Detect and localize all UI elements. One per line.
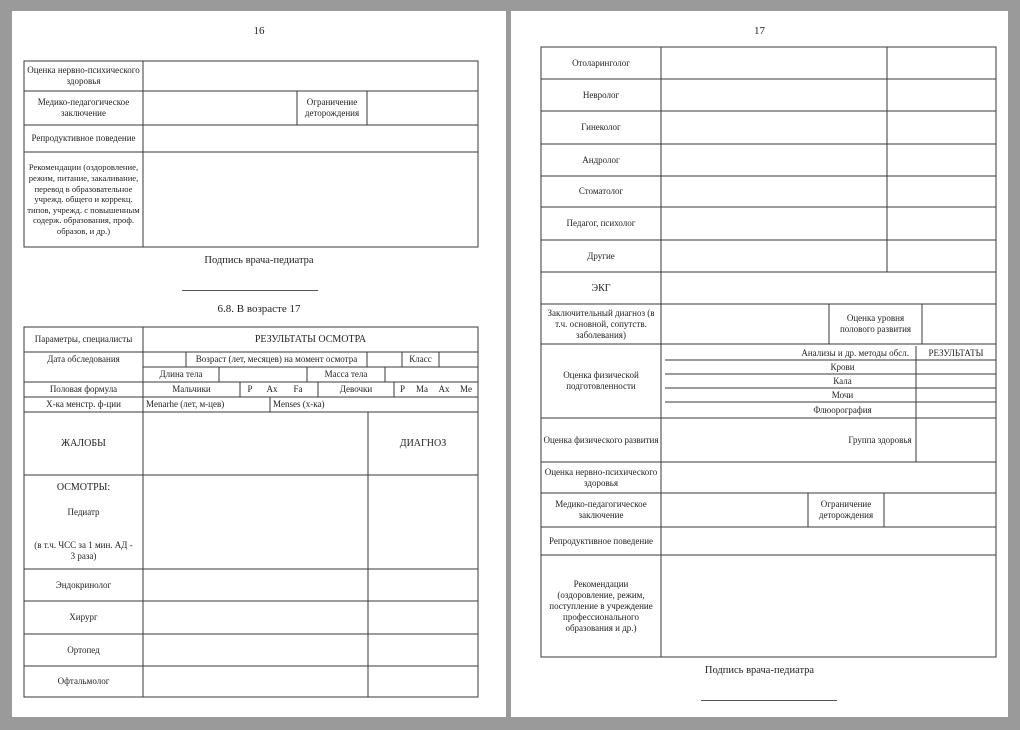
girls-mark-me: Me bbox=[460, 384, 472, 394]
sexual-dev-label: Оценка уровня полового развития bbox=[839, 313, 912, 334]
ecg-label: ЭКГ bbox=[591, 282, 611, 294]
exams-label: ОСМОТРЫ: bbox=[56, 481, 111, 493]
signature-label: Подпись врача-педиатра bbox=[204, 255, 314, 266]
girls-label: Девочки bbox=[339, 384, 373, 394]
health-group-label: Группа здоровья bbox=[848, 434, 912, 445]
dentist-label: Стоматолог bbox=[578, 186, 624, 196]
diagnosis-label: ДИАГНОЗ bbox=[399, 438, 447, 449]
recs-label: Рекомендации (оздоровление, режим, поступление в учреждение профессионального образования и др.) bbox=[549, 578, 653, 633]
recs-label: Рекомендации (оздоровление, режим, питание, закаливание, перевод в образовательное учрежд. общего и коррекц. типов, учрежд. с повышенным содерж. образования, проф. образов, и др.) bbox=[27, 162, 140, 236]
boys-mark-fa: Fa bbox=[293, 384, 303, 394]
pediatrician-label: Педиатр bbox=[67, 506, 100, 517]
analysis-blood: Крови bbox=[830, 361, 855, 372]
body-length-label: Длина тела bbox=[159, 369, 203, 379]
results-header: РЕЗУЛЬТАТЫ bbox=[928, 347, 984, 358]
menarhe-label: Menarhe (лет, м-цев) bbox=[146, 399, 225, 409]
orthopedist-label: Ортопед bbox=[67, 644, 100, 655]
right-page bbox=[511, 11, 1008, 717]
girls-mark-ma: Ma bbox=[416, 384, 428, 394]
body-mass-label: Масса тела bbox=[324, 369, 368, 379]
final-diagnosis-label: Заключительный диагноз (в т.ч. основной, сопутств. заболевания) bbox=[547, 307, 655, 340]
girls-mark-p: P bbox=[399, 384, 405, 394]
endocrinologist-label: Эндокринолог bbox=[55, 579, 112, 590]
physical-dev-label: Оценка физического развития bbox=[543, 434, 659, 445]
psychologist-label: Педагог, психолог bbox=[566, 218, 636, 228]
physical-prep-label: Оценка физической подготовленности bbox=[563, 370, 639, 391]
exam-date-label: Дата обследования bbox=[47, 354, 120, 364]
neuro-label: Оценка нервно-психического здоровья bbox=[27, 65, 140, 86]
menstr-label: Х-ка менстр. ф-ции bbox=[46, 399, 121, 409]
analysis-urine: Мочи bbox=[831, 389, 854, 400]
others-label: Другие bbox=[587, 250, 615, 261]
repro-label: Репродуктивное поведение bbox=[548, 535, 654, 546]
grade-label: Класс bbox=[409, 354, 432, 364]
med-ped-label: Медико-педагогическое заключение bbox=[37, 97, 130, 118]
surgeon-label: Хирург bbox=[69, 612, 98, 622]
neuro-label: Оценка нервно-психического здоровья bbox=[544, 466, 658, 488]
page-number: 17 bbox=[754, 25, 765, 37]
complaints-label: ЖАЛОБЫ bbox=[61, 438, 106, 449]
restriction-label: Ограничение деторождения bbox=[304, 97, 360, 118]
signature-line bbox=[701, 700, 837, 701]
boys-mark-p: P bbox=[247, 384, 253, 394]
age-at-exam-label: Возраст (лет, месяцев) на момент осмотра bbox=[195, 354, 358, 364]
neurologist-label: Невролог bbox=[582, 89, 620, 100]
boys-mark-ax: Ax bbox=[266, 384, 278, 394]
boys-label: Мальчики bbox=[172, 384, 211, 394]
analysis-stool: Кала bbox=[833, 375, 852, 386]
menses-label: Menses (х-ка) bbox=[273, 399, 325, 409]
med-ped-label: Медико-педагогическое заключение bbox=[555, 499, 647, 520]
left-page bbox=[12, 11, 506, 717]
results-label: РЕЗУЛЬТАТЫ ОСМОТРА bbox=[254, 334, 367, 345]
params-label: Параметры, специалисты bbox=[34, 334, 133, 344]
signature-label: Подпись врача-педиатра bbox=[704, 665, 815, 676]
sex-formula-label: Половая формула bbox=[49, 384, 118, 394]
hr-note-label: (в т.ч. ЧСС за 1 мин. АД - 3 раза) bbox=[34, 540, 133, 561]
analysis-fluorography: Флюорография bbox=[813, 404, 872, 415]
section-title: 6.8. В возрасте 17 bbox=[217, 303, 301, 315]
restriction-label: Ограничение деторождения bbox=[818, 499, 874, 520]
repro-label: Репродуктивное поведение bbox=[31, 133, 136, 143]
andrologist-label: Андролог bbox=[582, 154, 620, 165]
girls-mark-ax: Ax bbox=[438, 384, 450, 394]
ophthalmologist-label: Офтальмолог bbox=[57, 676, 110, 686]
analyses-header: Анализы и др. методы обсл. bbox=[801, 347, 909, 358]
otolaryngologist-label: Отоларинголог bbox=[572, 57, 630, 68]
page-number: 16 bbox=[253, 25, 265, 37]
gynecologist-label: Гинеколог bbox=[581, 122, 621, 132]
